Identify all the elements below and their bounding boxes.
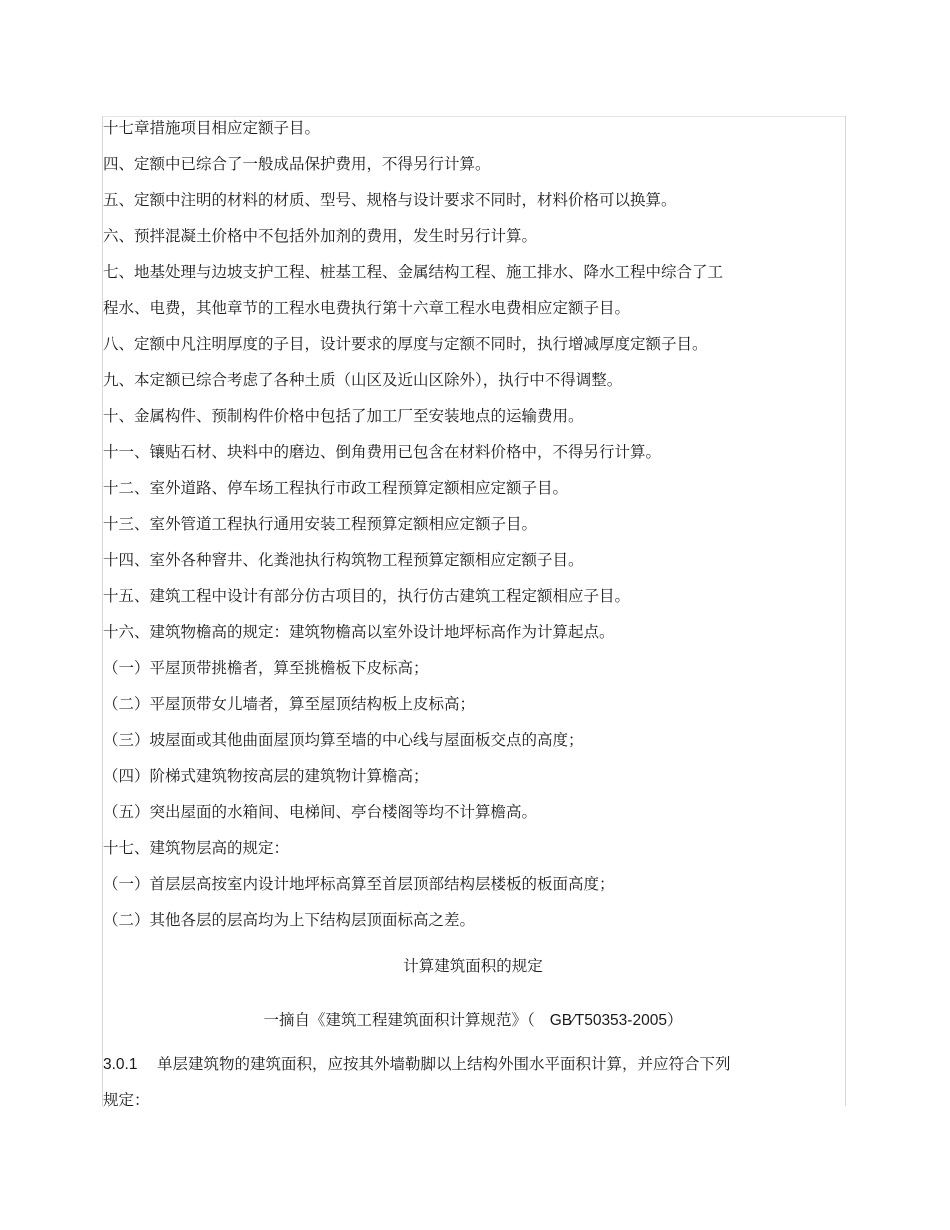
text-line: 六、预拌混凝土价格中不包括外加剂的费用，发生时另行计算。 (103, 227, 538, 245)
text-line: 十四、室外各种窨井、化粪池执行构筑物工程预算定额相应定额子目。 (103, 551, 584, 569)
text-line: 程水、电费，其他章节的工程水电费执行第十六章工程水电费相应定额子目。 (103, 299, 631, 317)
document-body (103, 110, 843, 1118)
text-line: （四）阶梯式建筑物按高层的建筑物计算檐高； (103, 767, 429, 785)
page-frame-right (845, 116, 846, 1106)
text-line: （三）坡屋面或其他曲面屋顶均算至墙的中心线与屋面板交点的高度； (103, 731, 584, 749)
text-line: （二）平屋顶带女儿墙者，算至屋顶结构板上皮标高； (103, 695, 476, 713)
source-prefix: 一摘自《建筑工程建筑面积计算规范》（ (263, 1011, 535, 1029)
text-line: （二）其他各层的层高均为上下结构层顶面标高之差。 (103, 911, 476, 929)
text-line: 四、定额中已综合了一般成品保护费用，不得另行计算。 (103, 155, 491, 173)
clause-text: 单层建筑物的建筑面积，应按其外墙勒脚以上结构外围水平面积计算，并应符合下列 (157, 1055, 731, 1073)
text-line: 十六、建筑物檐高的规定：建筑物檐高以室外设计地坪标高作为计算起点。 (103, 623, 615, 641)
section-title: 计算建筑面积的规定 (403, 957, 543, 975)
clause-continuation: 规定： (103, 1091, 150, 1109)
text-line: 十七章措施项目相应定额子目。 (103, 119, 321, 137)
text-line: 十三、室外管道工程执行通用安装工程预算定额相应定额子目。 (103, 515, 538, 533)
text-line: 十一、镶贴石材、块料中的磨边、倒角费用已包含在材料价格中，不得另行计算。 (103, 443, 662, 461)
clause-line (103, 1046, 843, 1082)
text-line: 七、地基处理与边坡支护工程、桩基工程、金属结构工程、施工排水、降水工程中综合了工 (103, 263, 724, 281)
text-line: 十二、室外道路、停车场工程执行市政工程预算定额相应定额子目。 (103, 479, 569, 497)
source-code: GB∕T50353-2005） (549, 1012, 683, 1029)
text-line: （一）首层层高按室内设计地坪标高算至首层顶部结构层楼板的板面高度； (103, 875, 615, 893)
text-line: 九、本定额已综合考虑了各种土质（山区及近山区除外），执行中不得调整。 (103, 371, 623, 389)
text-line: 十七、建筑物层高的规定： (103, 839, 290, 857)
text-line: （一）平屋顶带挑檐者，算至挑檐板下皮标高； (103, 659, 429, 677)
text-line: 十五、建筑工程中设计有部分仿古项目的，执行仿古建筑工程定额相应子目。 (103, 587, 631, 605)
text-line: 八、定额中凡注明厚度的子目，设计要求的厚度与定额不同时，执行增减厚度定额子目。 (103, 335, 708, 353)
text-line: （五）突出屋面的水箱间、电梯间、亭台楼阁等均不计算檐高。 (103, 803, 538, 821)
clause-number: 3.0.1 (103, 1056, 138, 1073)
text-line: 五、定额中注明的材料的材质、型号、规格与设计要求不同时，材料价格可以换算。 (103, 191, 677, 209)
text-line: 十、金属构件、预制构件价格中包括了加工厂至安装地点的运输费用。 (103, 407, 584, 425)
source-citation (103, 994, 843, 1046)
